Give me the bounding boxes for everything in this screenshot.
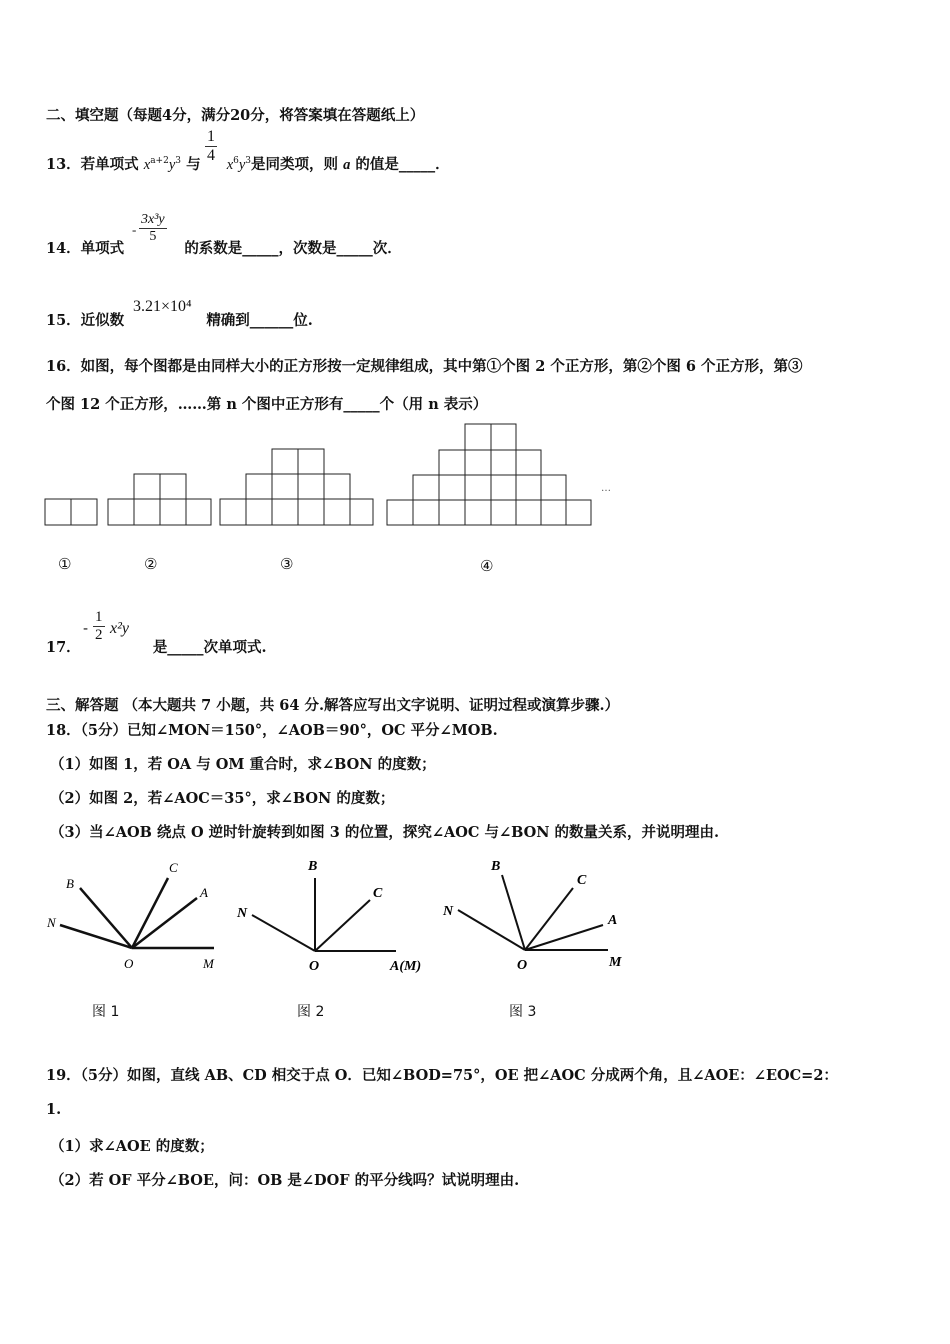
fig2-label-C: C <box>373 886 383 901</box>
fig2-label-B: B <box>308 859 318 874</box>
question-18-part1: （1）如图 1，若 OA 与 OM 重合时，求∠BON 的度数； <box>50 756 436 773</box>
question-18-stem: 18．（5分）已知∠MON＝150°，∠AOB＝90°，OC 平分∠MOB. <box>46 722 498 739</box>
q13-mono2-x: x <box>226 157 234 173</box>
question-19-stem: 19．（5分）如图，直线 AB、CD 相交于点 O．已知∠BOD=75°，OE 把∠AOC 分成两个角，且∠AOE：∠EOC=2： <box>46 1067 838 1084</box>
q16-figure-3 <box>220 449 373 525</box>
q16-figure-1 <box>45 499 97 525</box>
q13-mono1-exp-x: a+2 <box>150 156 169 167</box>
question-19-part1: （1）求∠AOE 的度数； <box>50 1138 214 1155</box>
q16-label-3: ③ <box>280 555 294 573</box>
q13-mono2-y: y <box>238 157 246 173</box>
q16-label-2: ② <box>144 555 158 573</box>
q13-mono1-y: y <box>168 157 176 173</box>
q15-tail: 精确到______位. <box>206 312 313 329</box>
fig2-label-N: N <box>237 906 248 921</box>
q13-mono2-exp-x: 6 <box>233 156 239 167</box>
fig3-label-A: A <box>608 913 618 928</box>
question-16-line1: 16．如图，每个图都是由同样大小的正方形按一定规律组成，其中第①个图 2 个正方形，第②个图 6 个正方形，第③ <box>46 358 803 375</box>
fig2-label-O: O <box>309 959 320 974</box>
q17-frac-num: 1 <box>95 609 103 625</box>
q18-figure-1 <box>60 878 214 948</box>
q16-ellipsis: … <box>601 483 611 494</box>
q17-monomial: x²y <box>110 620 129 637</box>
q13-var: a <box>343 157 351 173</box>
fig3-label-N: N <box>443 904 454 919</box>
q14-tail: 的系数是_____，次数是_____次． <box>184 240 402 257</box>
q13-prefix: 13．若单项式 <box>46 156 139 173</box>
q15-prefix: 15．近似数 <box>46 312 125 329</box>
question-19-stem-cont: 1. <box>46 1101 62 1118</box>
question-18-part2: （2）如图 2，若∠AOC＝35°，求∠BON 的度数； <box>50 790 395 807</box>
q13-mono1-x: x <box>143 157 151 173</box>
q14-frac-den: 5 <box>139 228 167 245</box>
fig1-label-N: N <box>47 915 56 930</box>
q16-figure-2 <box>108 474 211 525</box>
fig3-label-C: C <box>577 873 587 888</box>
fig3-label-M: M <box>609 955 622 970</box>
q17-fraction <box>93 609 105 644</box>
q16-label-1: ① <box>58 555 72 573</box>
q13-tail: 是同类项，则 <box>251 156 339 173</box>
fig1-label-O: O <box>124 956 134 971</box>
q16-figure-4 <box>387 424 591 525</box>
q17-tail: 是_____次单项式. <box>152 639 267 656</box>
q17-minus: - <box>83 619 89 637</box>
section-heading-solve: 三、解答题 （本大题共 7 小题，共 64 分.解答应写出文字说明、证明过程或演算步骤.） <box>46 697 620 714</box>
fig1-label-B: B <box>66 876 74 891</box>
fig1-caption: 图 1 <box>92 1004 120 1020</box>
fig1-label-C: C <box>169 860 178 875</box>
fig2-caption: 图 2 <box>297 1004 325 1020</box>
fig2-label-AM: A(M) <box>390 959 422 974</box>
q14-prefix: 14．单项式 <box>46 240 125 257</box>
q14-minus: - <box>132 222 137 237</box>
fig1-label-M: M <box>203 956 214 971</box>
q13-mono1-exp-y: 3 <box>175 156 181 167</box>
q16-label-4: ④ <box>480 557 494 575</box>
q15-value: 3.21×10⁴ <box>133 298 192 315</box>
q16-square-patterns <box>0 0 950 600</box>
question-16-line2: 个图 12 个正方形，……第 n 个图中正方形有_____个（用 n 表示） <box>46 396 488 413</box>
question-18-part3: （3）当∠AOB 绕点 O 逆时针旋转到如图 3 的位置，探究∠AOC 与∠BON 的数量关系，并说明理由. <box>50 824 720 841</box>
q18-angle-figures <box>0 840 950 1040</box>
fig3-label-B: B <box>491 859 501 874</box>
q17-frac-den: 2 <box>95 627 103 643</box>
q13-mid: 与 <box>186 156 201 173</box>
q13-mono2-exp-y: 3 <box>245 156 252 167</box>
fig3-caption: 图 3 <box>509 1004 537 1020</box>
question-19-part2: （2）若 OF 平分∠BOE，问：OB 是∠DOF 的平分线吗？试说明理由. <box>50 1172 520 1189</box>
q17-prefix: 17． <box>46 639 81 656</box>
fig1-label-A: A <box>200 885 208 900</box>
question-17 <box>46 636 267 657</box>
q13-tail2: 的值是_____． <box>355 156 450 173</box>
fig3-label-O: O <box>517 958 528 973</box>
q14-frac-num: 3x³y <box>141 212 165 227</box>
q13-frac-den: 4 <box>207 147 215 164</box>
q13-frac-num: 1 <box>207 128 215 145</box>
section-heading-fill-blank: 二、填空题（每题4分，满分20分，将答案填在答题纸上） <box>46 107 425 124</box>
